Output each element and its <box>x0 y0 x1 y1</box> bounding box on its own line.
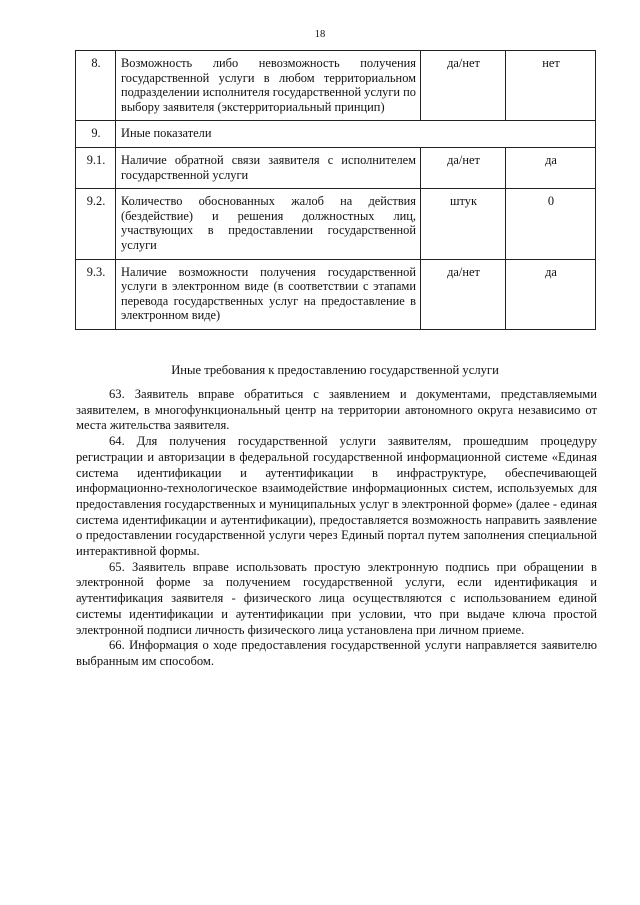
value-cell: да <box>506 259 596 329</box>
page-number: 18 <box>314 29 326 40</box>
indicators-table <box>75 50 596 330</box>
table-row <box>76 259 596 329</box>
row-number: 9.3. <box>76 259 116 329</box>
unit-cell: да/нет <box>421 259 506 329</box>
row-number: 9.2. <box>76 189 116 259</box>
body-text <box>76 387 597 670</box>
paragraph-66: 66. Информация о ходе предоставления государственной услуги направляется заявителю выбранным им способом. <box>76 638 597 668</box>
table-row <box>76 189 596 259</box>
unit-cell: да/нет <box>421 147 506 188</box>
table-row <box>76 121 596 148</box>
indicator-name: Возможность либо невозможность получения государственной услуги в любом территориальном подразделении исполнителя государственной услуги по выбору заявителя (экстерриториальный принцип) <box>116 51 421 121</box>
indicator-group-name: Иные показатели <box>116 121 596 148</box>
indicator-name: Наличие возможности получения государственной услуги в электронном виде (в соответствии с этапами перевода государственных услуг на предоставление в электронном виде) <box>116 259 421 329</box>
table-row <box>76 51 596 121</box>
paragraph-65: 65. Заявитель вправе использовать простую электронную подпись при обращении в электронной форме за получением государственной услуги, если идентификация и аутентификация заявителя - физического лица осуществляются с использованием единой системы идентификации и аутентификации при условии, что при выдаче ключа простой электронной подписи личность физического лица установлена при личном приеме. <box>76 559 597 637</box>
value-cell: да <box>506 147 596 188</box>
section-heading: Иные требования к предоставлению государственной услуги <box>171 363 499 377</box>
paragraph-63: 63. Заявитель вправе обратиться с заявлением и документами, представляемыми заявителем, в многофункциональный центр на территории автономного округа независимо от места жительства заявителя. <box>76 387 597 433</box>
table-row <box>76 147 596 188</box>
unit-cell: штук <box>421 189 506 259</box>
value-cell: 0 <box>506 189 596 259</box>
row-number: 8. <box>76 51 116 121</box>
paragraph-64: 64. Для получения государственной услуги заявителям, прошедшим процедуру регистрации и авторизации в федеральной государственной информационной системе «Единая система идентификации и аутентификации в инфраструктуре, обеспечивающей информационно-технологическое взаимодействие информационных систем, используемых для предоставления государственных и муниципальных услуг в электронной форме» (далее - единая система идентификации и аутентификации), предоставляется возможность направить заявление о предоставлении государственной услуги через Единый портал путем заполнения специальной интерактивной формы. <box>76 434 597 559</box>
row-number: 9.1. <box>76 147 116 188</box>
indicator-name: Наличие обратной связи заявителя с исполнителем государственной услуги <box>116 147 421 188</box>
unit-cell: да/нет <box>421 51 506 121</box>
indicator-name: Количество обоснованных жалоб на действия (бездействие) и решения должностных лиц, участвующих в предоставлении государственной услуги <box>116 189 421 259</box>
row-number: 9. <box>76 121 116 148</box>
value-cell: нет <box>506 51 596 121</box>
